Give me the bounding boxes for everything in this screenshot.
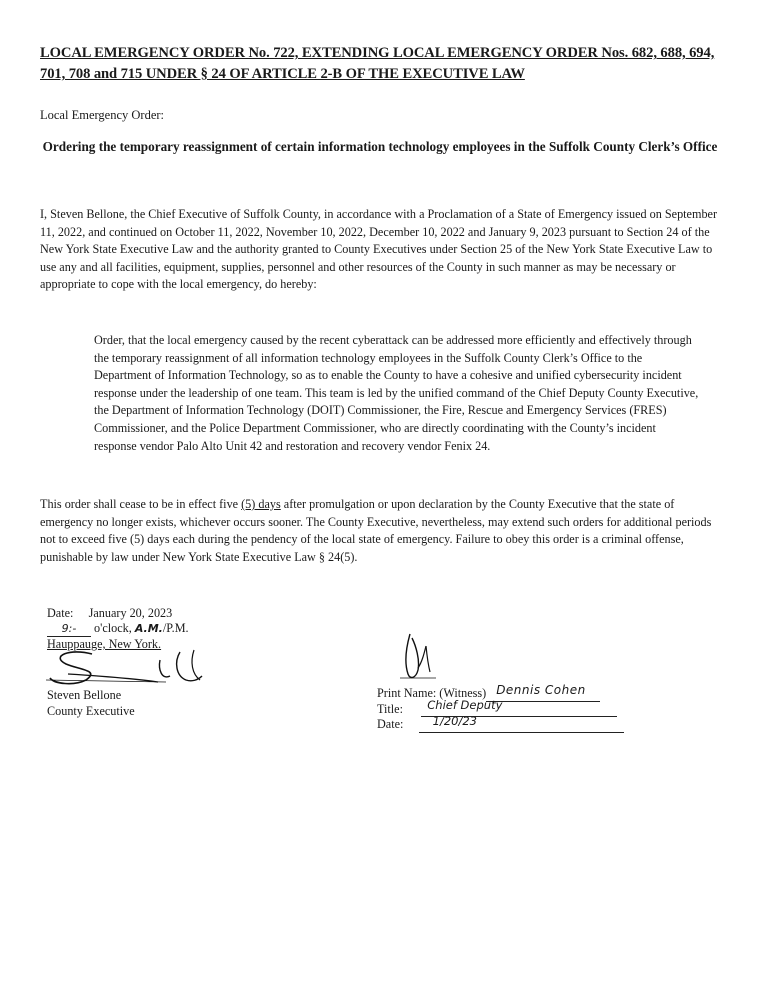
witness-name-label: Print Name: (Witness) (377, 686, 487, 700)
document-title: LOCAL EMERGENCY ORDER No. 722, EXTENDING LOCAL EMERGENCY ORDER Nos. 682, 688, 694, 701, 708 and 715 UNDER § 24 OF ARTICLE 2-B OF THE EXECUTIVE LAW (40, 45, 715, 82)
signer-title: County Executive (47, 703, 135, 718)
signature-date-row (47, 606, 189, 621)
signature-time-row (47, 621, 189, 637)
executive-signature-icon (40, 640, 240, 692)
witness-title-row (377, 698, 624, 718)
witness-name-handwritten: Dennis Cohen (496, 682, 586, 697)
witness-date-label: Date: (377, 717, 404, 731)
witness-block (377, 682, 624, 733)
signature-pm-text: /P.M. (162, 621, 189, 635)
paragraph-duration (40, 496, 720, 566)
signer-block (47, 688, 135, 719)
witness-date-row (377, 713, 624, 733)
witness-date-handwritten: 1/20/23 (432, 713, 477, 728)
signature-date-value: January 20, 2023 (88, 606, 173, 620)
paragraph-duration-end: after promulgation or upon declaration by the County Executive that the state of emergency no longer exists, whichever occurs sooner. The County Executive, nevertheless, may extend such orders for additional periods not to exceed five (5) days each during the pendency of the local state of emergency. Failure to obey this order is a criminal offense, punishable by law under New York State Executive Law § 24(5). (40, 497, 712, 564)
paragraph-order: Order, that the local emergency caused by the recent cyberattack can be addressed more efficiently and effectively through the temporary reassignment of all information technology employees in the Suffolk County Clerk’s Office to the Department of Information Technology, so as to enable the County to have a cohesive and unified cybersecurity incident response under the leadership of one team. This team is led by the unified command of the Chief Deputy County Executive, the Department of Information Technology (DOIT) Commissioner, the Fire, Rescue and Emergency Services (FRES) Commissioner, and the Police Department Commissioner, who are directly coordinating with the County’s incident response vendor Palo Alto Unit 42 and restoration and recovery vendor Fenix 24. (94, 333, 699, 453)
signature-place: Hauppauge, New York. (47, 637, 162, 651)
paragraph-duration-underlined: (5) days (241, 497, 281, 511)
order-subject: Ordering the temporary reassignment of certain information technology employees in the Suffolk County Clerk’s Office (42, 139, 718, 154)
signer-name: Steven Bellone (47, 688, 122, 702)
witness-signature-icon (396, 628, 476, 686)
signature-time-handwritten: 9:- (47, 621, 91, 637)
signature-oclock-text: o'clock, (94, 621, 132, 635)
order-label: Local Emergency Order: (40, 108, 165, 122)
paragraph-proclamation: I, Steven Bellone, the Chief Executive of Suffolk County, in accordance with a Proclamation of a State of Emergency issued on September 11, 2022, and continued on October 11, 2022, November 10, 2022, December 10, 2022 and January 9, 2023 pursuant to Section 24 of the New York State Executive Law and the authority granted to County Executives under Section 25 of the New York State Executive Law to use any and all facilities, equipment, supplies, personnel and other resources of the County in such manner as may be necessary or appropriate to cope with the local emergency, do hereby: (40, 207, 718, 292)
signature-am-handwritten: A.M. (134, 622, 163, 635)
paragraph-duration-start: This order shall cease to be in effect five (40, 497, 242, 511)
witness-title-handwritten: Chief Deputy (427, 698, 503, 712)
signature-date-label: Date: (47, 606, 74, 620)
witness-title-label: Title: (377, 701, 403, 716)
